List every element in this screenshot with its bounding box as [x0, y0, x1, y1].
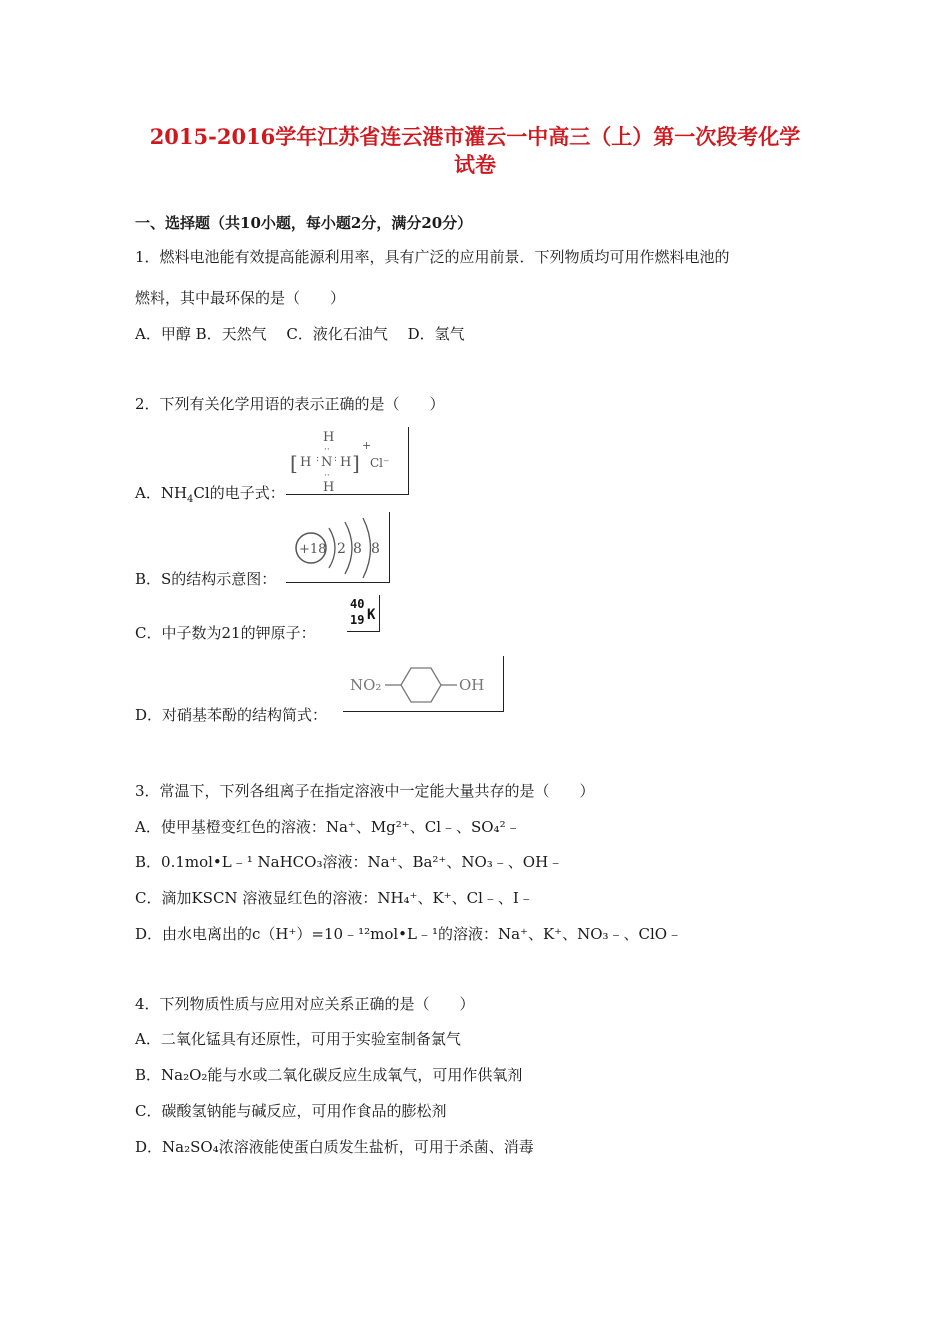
mass-number: 40 [350, 597, 365, 611]
q1-stem-line1: 1．燃料电池能有效提高能源利用率，具有广泛的应用前景．下列物质均可用作燃料电池的 [135, 248, 730, 266]
q2-option-c-label: C．中子数为21的钾原子： [135, 624, 316, 642]
chloride-ion: Cl⁻ [370, 456, 390, 470]
q2-option-d-label: D．对硝基苯酚的结构简式： [135, 706, 328, 724]
shell-2-count: 8 [353, 541, 362, 557]
shell-3-count: 8 [371, 541, 380, 557]
section-heading: 一、选择题（共10小题，每小题2分，满分20分） [135, 214, 473, 232]
q4-option-d: D．Na₂SO₄浓溶液能使蛋白质发生盐析，可用于杀菌、消毒 [135, 1138, 534, 1156]
dots-bottom: ·· [324, 471, 330, 481]
nh4cl-electron-formula-figure [286, 427, 409, 495]
h-left: H [300, 455, 312, 470]
q3-option-d: D．由水电离出的c（H⁺）=10﹣¹²mol•L﹣¹的溶液：Na⁺、K⁺、NO₃﹣、ClO﹣ [135, 925, 683, 943]
benzene-ring [401, 668, 441, 702]
q4-stem: 4．下列物质性质与应用对应关系正确的是（ ） [135, 995, 475, 1013]
q3-option-a: A．使甲基橙变红色的溶液：Na⁺、Mg²⁺、Cl﹣、SO₄²﹣ [135, 818, 521, 836]
potassium-nuclide-figure [347, 595, 380, 632]
element-symbol: K [367, 607, 376, 623]
atomic-number: 19 [350, 613, 365, 627]
nitro-group: NO₂ [350, 676, 382, 694]
q2-option-a-label: A．$NH_4Cl$的电子式： [135, 484, 285, 505]
q1-stem-line2: 燃料，其中最环保的是（ ） [135, 289, 346, 307]
h-bottom: H [323, 480, 335, 494]
q2-stem: 2．下列有关化学用语的表示正确的是（ ） [135, 395, 445, 413]
q2-option-b-label: B．S的结构示意图： [135, 570, 277, 588]
q4-option-c: C．碳酸氢钠能与碱反应，可用作食品的膨松剂 [135, 1102, 447, 1120]
hydroxyl-group: OH [459, 676, 485, 694]
nucleus-charge: +18 [299, 542, 327, 557]
right-bracket: ] [352, 451, 360, 475]
dots-left: : [316, 454, 320, 464]
n-atom: N [321, 455, 333, 470]
q4-option-b: B．Na₂O₂能与水或二氧化碳反应生成氧气，可用作供氧剂 [135, 1066, 523, 1084]
shell-1-count: 2 [337, 541, 346, 557]
dots-top: ·· [324, 445, 330, 455]
sulfur-structure-figure [286, 512, 390, 583]
q3-option-b: B．0.1mol•L﹣¹ NaHCO₃溶液：Na⁺、Ba²⁺、NO₃﹣、OH﹣ [135, 853, 564, 871]
shell-arc-1 [329, 528, 335, 568]
left-bracket: [ [290, 451, 298, 475]
shell-arc-2 [345, 522, 352, 574]
q3-stem: 3．常温下，下列各组离子在指定溶液中一定能大量共存的是（ ） [135, 782, 595, 800]
dots-right: : [334, 454, 338, 464]
exam-title-line1: 2015-2016学年江苏省连云港市灌云一中高三（上）第一次段考化学 [149, 124, 801, 149]
h-right: H [340, 455, 352, 470]
q4-option-a: A．二氧化锰具有还原性，可用于实验室制备氯气 [135, 1030, 461, 1048]
q3-option-c: C．滴加KSCN 溶液显红色的溶液：NH₄⁺、K⁺、Cl﹣、I﹣ [135, 889, 534, 907]
q1-options: A．甲醇 B．天然气 C．液化石油气 D．氢气 [135, 325, 465, 343]
exam-title-line2: 试卷 [454, 152, 496, 177]
p-nitrophenol-structure-figure [343, 656, 504, 712]
h-top: H [323, 430, 335, 445]
shell-arc-3 [363, 518, 371, 578]
cation-charge: + [362, 439, 372, 452]
